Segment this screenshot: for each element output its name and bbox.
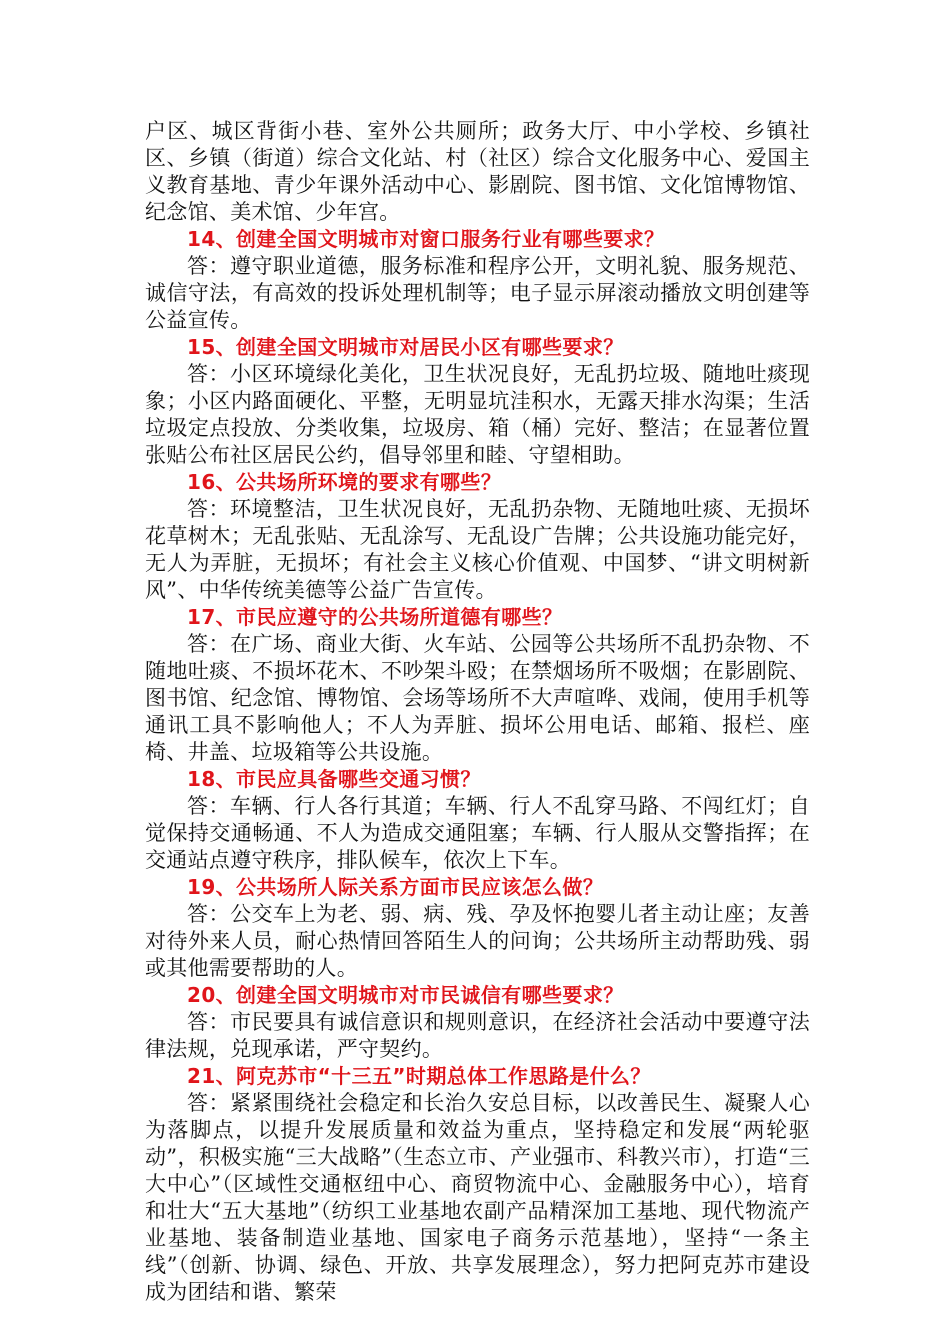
answer-paragraph-17: 答：在广场、商业大街、火车站、公园等公共场所不乱扔杂物、不随地吐痰、不损坏花木、不吵架斗殴；在禁烟场所不吸烟；在影剧院、图书馆、纪念馆、博物馆、会场等场所不大声喧哗、戏闹，使用手机等通讯工具不影响他人；不人为弄脏、损坏公用电话、邮箱、报栏、座椅、井盖、垃圾箱等公共设施。: [145, 632, 810, 764]
question-heading-19: 19、公共场所人际关系方面市民应该怎么做？: [187, 875, 604, 899]
document-page: [145, 118, 810, 1306]
question-heading-17: 17、市民应遵守的公共场所道德有哪些？: [187, 605, 563, 629]
intro-paragraph: 户区、城区背街小巷、室外公共厕所；政务大厅、中小学校、乡镇社区、乡镇（街道）综合文化站、村（社区）综合文化服务中心、爱国主义教育基地、青少年课外活动中心、影剧院、图书馆、文化馆博物馆、纪念馆、美术馆、少年宫。: [145, 119, 810, 224]
answer-paragraph-21: 答：紧紧围绕社会稳定和长治久安总目标，以改善民生、凝聚人心为落脚点，以提升发展质量和效益为重点，坚持稳定和发展“两轮驱动”，积极实施“三大战略”（生态立市、产业强市、科教兴市），打造“三大中心”（区域性交通枢纽中心、商贸物流中心、金融服务中心），培育和壮大“五大基地”（纺织工业基地农副产品精深加工基地、现代物流产业基地、装备制造业基地、国家电子商务示范基地），坚持“一条主线”（创新、协调、绿色、开放、共享发展理念），努力把阿克苏市建设成为团结和谐、繁荣: [145, 1091, 810, 1304]
question-heading-21: 21、阿克苏市“十三五”时期总体工作思路是什么？: [187, 1064, 651, 1088]
answer-paragraph-14: 答：遵守职业道德，服务标准和程序公开，文明礼貌、服务规范、诚信守法，有高效的投诉处理机制等；电子显示屏滚动播放文明创建等公益宣传。: [145, 254, 810, 332]
question-heading-20: 20、创建全国文明城市对市民诚信有哪些要求？: [187, 983, 624, 1007]
answer-paragraph-16: 答：环境整洁，卫生状况良好，无乱扔杂物、无随地吐痰、无损坏花草树木；无乱张贴、无乱涂写、无乱设广告牌；公共设施功能完好，无人为弄脏，无损坏；有社会主义核心价值观、中国梦、“讲文明树新风”、中华传统美德等公益广告宣传。: [145, 497, 810, 602]
question-heading-14: 14、创建全国文明城市对窗口服务行业有哪些要求？: [187, 227, 665, 251]
question-heading-15: 15、创建全国文明城市对居民小区有哪些要求？: [187, 335, 624, 359]
answer-paragraph-19: 答：公交车上为老、弱、病、残、孕及怀抱婴儿者主动让座；友善对待外来人员，耐心热情回答陌生人的问询；公共场所主动帮助残、弱或其他需要帮助的人。: [145, 902, 810, 980]
question-heading-18: 18、市民应具备哪些交通习惯？: [187, 767, 481, 791]
answer-paragraph-20: 答：市民要具有诚信意识和规则意识，在经济社会活动中要遵守法律法规，兑现承诺，严守契约。: [145, 1010, 810, 1061]
question-heading-16: 16、公共场所环境的要求有哪些？: [187, 470, 502, 494]
answer-paragraph-15: 答：小区环境绿化美化，卫生状况良好，无乱扔垃圾、随地吐痰现象；小区内路面硬化、平整，无明显坑洼积水，无露天排水沟渠；生活垃圾定点投放、分类收集，垃圾房、箱（桶）完好、整洁；在显著位置张贴公布社区居民公约，倡导邻里和睦、守望相助。: [145, 362, 810, 467]
answer-paragraph-18: 答：车辆、行人各行其道；车辆、行人不乱穿马路、不闯红灯；自觉保持交通畅通、不人为造成交通阻塞；车辆、行人服从交警指挥；在交通站点遵守秩序，排队候车，依次上下车。: [145, 794, 810, 872]
